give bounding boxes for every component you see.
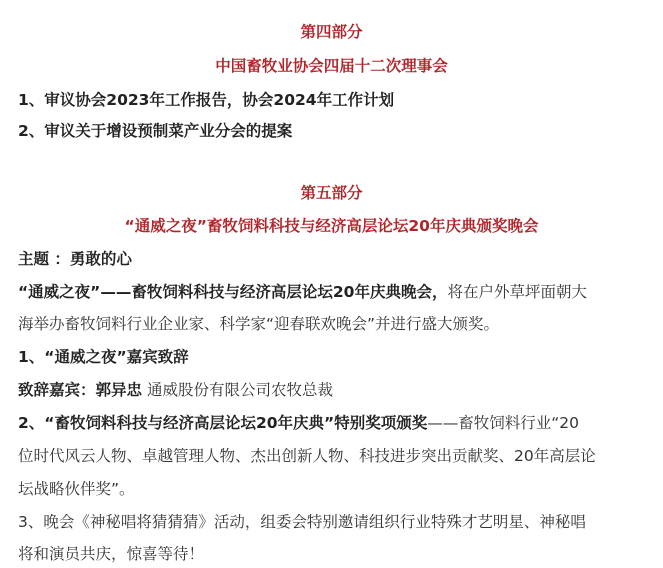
part5-heading: 第五部分 bbox=[300, 184, 363, 202]
item2-bold-text: 2、“畜牧饲料科技与经济高层论坛20年庆典”特别奖项颁奖 bbox=[18, 414, 428, 432]
part5-item-3-line-2: 将和演员共庆，惊喜等待！ bbox=[18, 545, 205, 563]
part4-heading: 第四部分 bbox=[300, 23, 363, 41]
part5-item-2-line-2: 位时代风云人物、卓越管理人物、杰出创新人物、科技进步突出贡献奖、20年高层论 bbox=[18, 447, 596, 465]
speaker-title: 通威股份有限公司农牧总裁 bbox=[146, 381, 333, 399]
theme-line: 主题 ：勇敢的心 bbox=[18, 250, 132, 268]
intro-paragraph-line-2: 海举办畜牧饲料行业企业家、科学家“迎春联欢晚会”并进行盛大颁奖。 bbox=[18, 315, 500, 333]
part4-item-2: 2、审议关于增设预制菜产业分会的提案 bbox=[18, 122, 293, 140]
part5-item-3-line-1: 3、晚会《神秘唱将猜猜猜》活动，组委会特别邀请组织行业特殊才艺明星、神秘唱 bbox=[18, 513, 586, 531]
intro-paragraph-line-1 bbox=[18, 282, 587, 302]
part4-title: 中国畜牧业协会四届十二次理事会 bbox=[215, 57, 448, 75]
part4-item-1: 1、审议协会2023年工作报告，协会2024年工作计划 bbox=[18, 91, 395, 109]
intro-bold-text: “通威之夜”——畜牧饲料科技与经济高层论坛20年庆典晚会， bbox=[18, 283, 448, 301]
part5-title: “通威之夜”畜牧饲料科技与经济高层论坛20年庆典颁奖晚会 bbox=[124, 217, 539, 235]
intro-rest-text: 将在户外草坪面朝大 bbox=[447, 283, 587, 301]
part5-item-1: 1、“通威之夜”嘉宾致辞 bbox=[18, 348, 189, 366]
item2-rest-text: ——畜牧饲料行业“20 bbox=[427, 414, 579, 432]
speaker-label: 致辞嘉宾：郭异忠 bbox=[18, 381, 143, 399]
speaker-line bbox=[18, 380, 333, 400]
part5-item-2-line-3: 坛战略伙伴奖”。 bbox=[18, 480, 135, 498]
part5-item-2-line-1 bbox=[18, 413, 579, 433]
